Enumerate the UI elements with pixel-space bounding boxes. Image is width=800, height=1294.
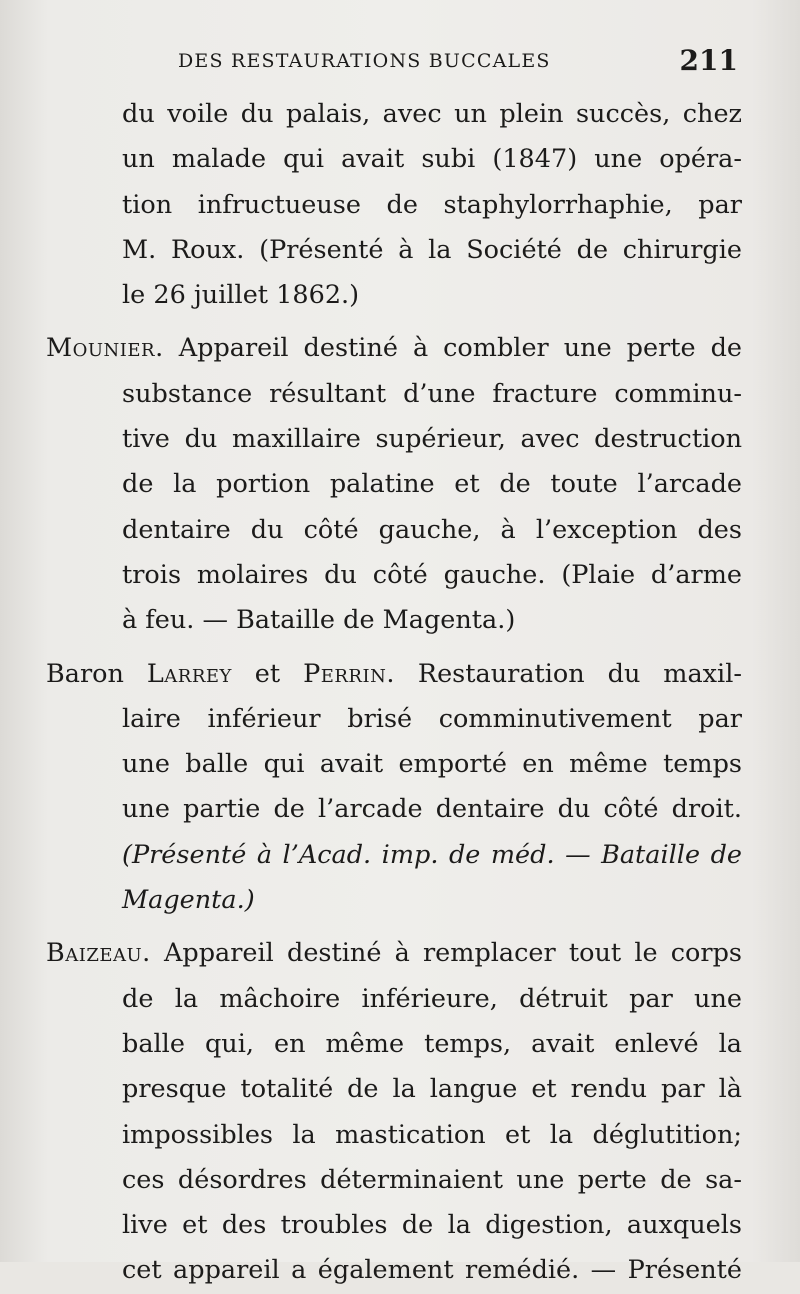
text-line: tive du maxillaire supérieur, avec destruction xyxy=(122,424,742,455)
entry-baizeau xyxy=(0,931,800,1293)
text-line: tion infructueuse de staphylorrhaphie, par xyxy=(122,189,742,220)
text-line: laire inférieur brisé comminutivement par xyxy=(122,703,742,734)
entry-mounier xyxy=(0,326,800,643)
entry-continuation xyxy=(0,92,800,318)
entry-first-line xyxy=(0,326,742,371)
text-line: le 26 juillet 1862.) xyxy=(122,280,360,311)
text-line: une balle qui avait emporté en même temps xyxy=(122,749,742,780)
text-line: M. Roux. (Présenté à la Société de chirurgie xyxy=(122,234,742,265)
text-line: presque totalité de la langue et rendu par là xyxy=(122,1074,742,1105)
text-line: substance résultant d’une fracture comminu- xyxy=(122,378,742,409)
text-span: Restauration du maxil- xyxy=(417,658,742,689)
page-header xyxy=(178,44,738,80)
entry-first-line xyxy=(0,931,742,976)
text-span: Appareil destiné à combler une perte de xyxy=(178,333,742,364)
text-line: du voile du palais, avec un plein succès, chez xyxy=(122,99,742,129)
page-number: 211 xyxy=(679,44,738,77)
author-conjunction: et xyxy=(231,658,304,689)
entry-first-line xyxy=(0,652,742,697)
author-name: Mounier. xyxy=(46,333,164,364)
author-prefix: Baron xyxy=(46,658,147,689)
text-line: ces désordres déterminaient une perte de sa- xyxy=(122,1164,742,1195)
author-name: Baizeau. xyxy=(46,938,151,969)
text-line: de la portion palatine et de toute l’arcade xyxy=(122,469,742,500)
text-line: cet appareil a également remédié. — Présenté xyxy=(122,1255,742,1286)
text-line: live et des troubles de la digestion, auxquels xyxy=(122,1210,742,1241)
text-line: à feu. — Bataille de Magenta.) xyxy=(122,605,516,636)
text-line: impossibles la mastication et la déglutition; xyxy=(122,1119,742,1150)
body-text xyxy=(0,92,800,1294)
entry-larrey-perrin xyxy=(0,652,800,924)
text-line: une partie de l’arcade dentaire du côté droit. xyxy=(122,794,742,825)
running-head: DES RESTAURATIONS BUCCALES xyxy=(178,50,551,72)
text-line: un malade qui avait subi (1847) une opéra- xyxy=(122,144,742,175)
text-line: (Présenté à l’Acad. imp. de méd. — Bataille de xyxy=(122,839,742,870)
author-name-2: Perrin. xyxy=(303,658,395,689)
text-span: Appareil destiné à remplacer tout le corps xyxy=(163,938,742,969)
text-line: dentaire du côté gauche, à l’exception des xyxy=(122,514,742,545)
text-line: balle qui, en même temps, avait enlevé la xyxy=(122,1028,742,1059)
text-line: de la mâchoire inférieure, détruit par une xyxy=(122,983,742,1014)
text-line: Magenta.) xyxy=(122,885,255,916)
text-line: trois molaires du côté gauche. (Plaie d’arme xyxy=(122,559,742,590)
author-name: Larrey xyxy=(146,658,232,689)
